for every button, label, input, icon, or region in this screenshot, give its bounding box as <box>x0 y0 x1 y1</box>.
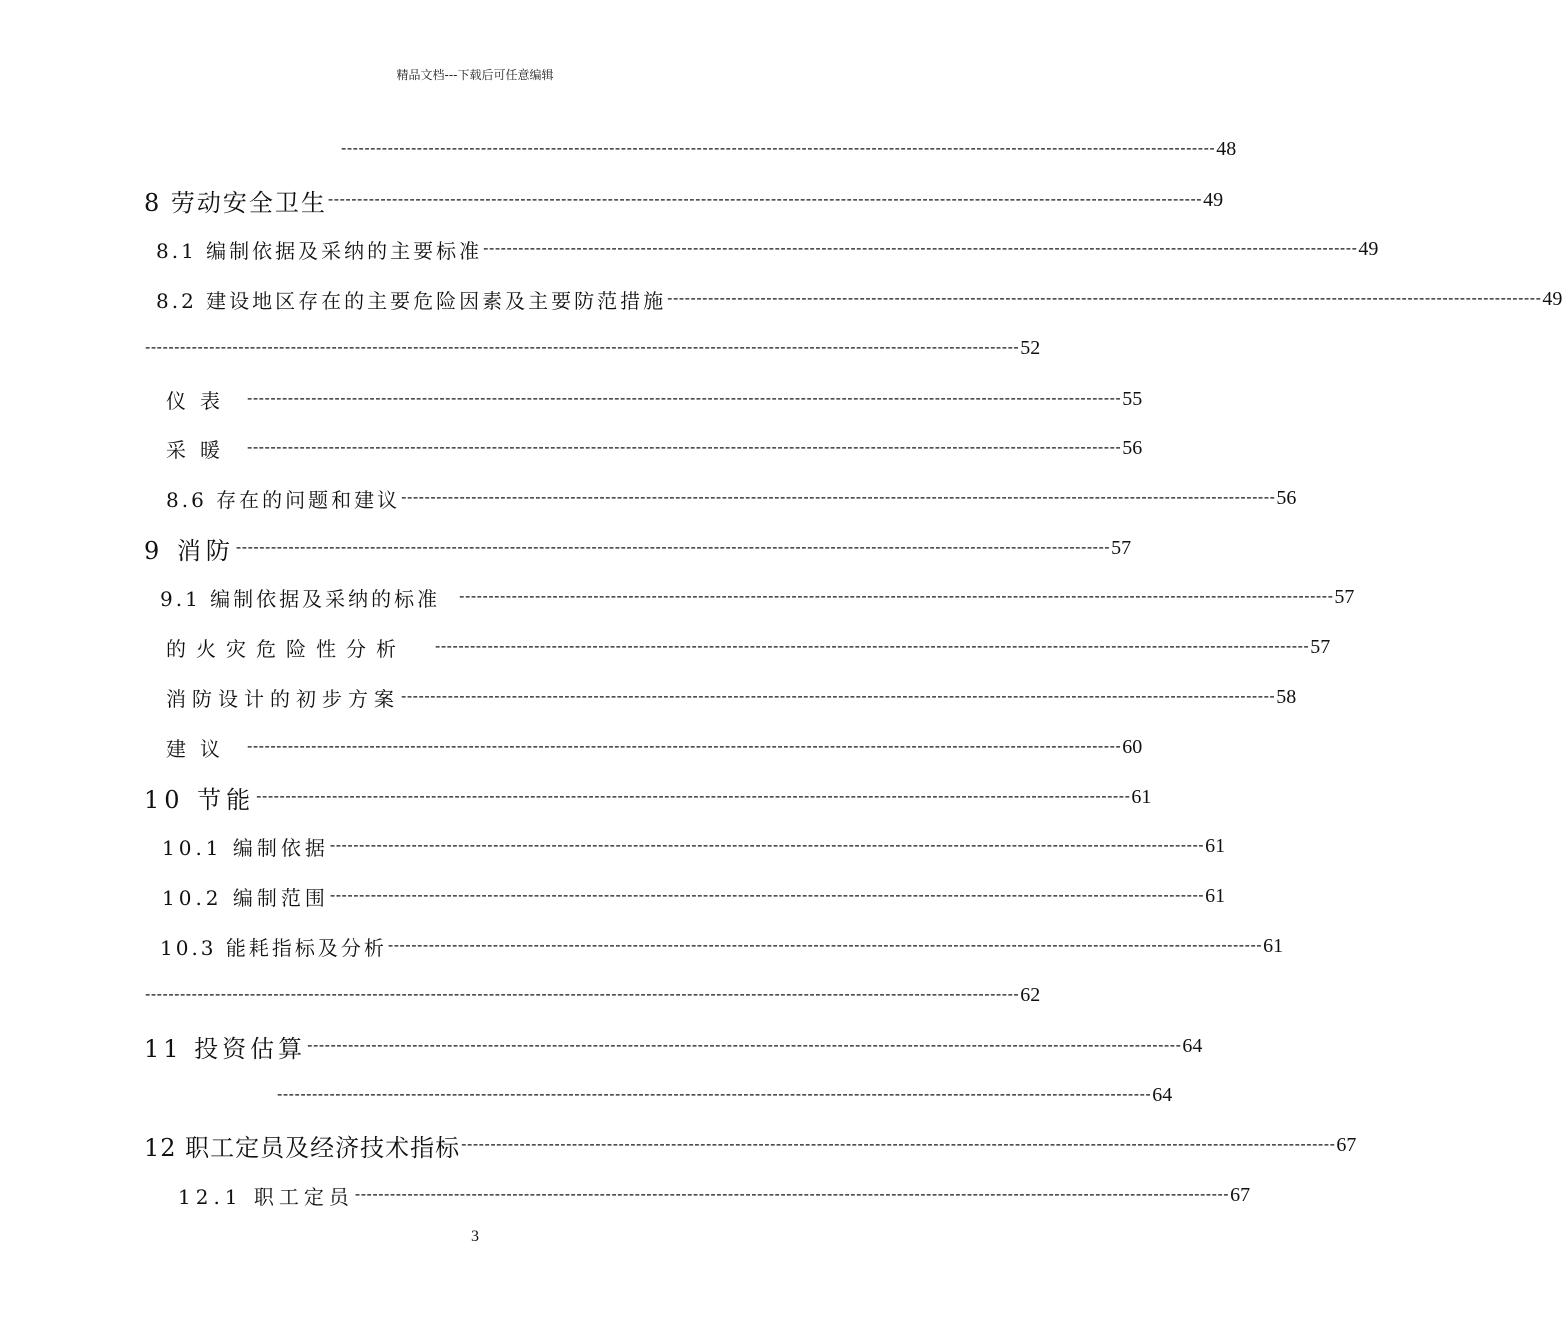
toc-label: 9 消防 <box>144 536 235 565</box>
leader-dots: ------------------------------------------------------------------------------------------------------------------------------------------------------ <box>387 937 1263 954</box>
leader-dots: ------------------------------------------------------------------------------------------------------------------------------------------------------ <box>341 140 1216 157</box>
toc-entry[interactable] <box>162 880 1226 912</box>
leader-dots: ------------------------------------------------------------------------------------------------------------------------------------------------------ <box>461 1136 1336 1153</box>
toc-entry[interactable] <box>160 581 1355 613</box>
toc-entry[interactable] <box>166 731 1143 763</box>
page-ref: 57 <box>1310 635 1331 658</box>
toc-label: 9.1 编制依据及采纳的标准 <box>160 586 441 611</box>
leader-dots: ------------------------------------------------------------------------------------------------------------------------------------------------------ <box>247 439 1122 456</box>
toc-entry[interactable] <box>156 283 1562 315</box>
page-ref: 49 <box>1542 287 1562 310</box>
leader-dots: ------------------------------------------------------------------------------------------------------------------------------------------------------ <box>329 887 1205 904</box>
leader-dots: ------------------------------------------------------------------------------------------------------------------------------------------------------ <box>667 290 1542 307</box>
toc-label: 采暖 <box>166 437 234 462</box>
toc-entry[interactable] <box>178 1179 1251 1211</box>
toc-label: 10 节能 <box>144 785 256 814</box>
toc-label: 的火灾危险性分析 <box>166 636 406 661</box>
toc-label: 12.1 职工定员 <box>178 1184 354 1209</box>
toc-entry[interactable] <box>166 631 1331 663</box>
toc-label: 10.1 编制依据 <box>162 835 329 860</box>
leader-dots: ------------------------------------------------------------------------------------------------------------------------------------------------------ <box>145 339 1020 356</box>
toc-label: 10.3 能耗指标及分析 <box>160 935 387 960</box>
leader-dots: ------------------------------------------------------------------------------------------------------------------------------------------------------ <box>247 738 1122 755</box>
toc-label: 11 投资估算 <box>144 1034 307 1063</box>
page-ref: 55 <box>1122 387 1143 410</box>
page-ref: 61 <box>1205 834 1226 857</box>
toc-label: 建议 <box>166 736 234 761</box>
toc-entry[interactable] <box>156 233 1379 265</box>
toc-label: 8.1 编制依据及采纳的主要标准 <box>156 238 483 263</box>
page-ref: 61 <box>1263 934 1284 957</box>
leader-dots: ------------------------------------------------------------------------------------------------------------------------------------------------------ <box>329 837 1205 854</box>
toc-entry[interactable] <box>166 383 1143 415</box>
page-ref: 64 <box>1182 1034 1203 1057</box>
toc-label: 消防设计的初步方案 <box>166 686 400 711</box>
page-ref: 60 <box>1122 735 1143 758</box>
toc-label: 10.2 编制范围 <box>162 885 329 910</box>
page-ref: 52 <box>1020 336 1041 359</box>
leader-dots: ------------------------------------------------------------------------------------------------------------------------------------------------------ <box>145 986 1020 1003</box>
toc-entry[interactable] <box>166 432 1143 464</box>
toc-entry[interactable] <box>166 681 1297 713</box>
page-ref: 57 <box>1111 536 1132 559</box>
leader-dots: ------------------------------------------------------------------------------------------------------------------------------------------------------ <box>277 1086 1152 1103</box>
leader-dots: ------------------------------------------------------------------------------------------------------------------------------------------------------ <box>435 638 1310 655</box>
leader-dots: ------------------------------------------------------------------------------------------------------------------------------------------------------ <box>247 390 1122 407</box>
leader-dots: ------------------------------------------------------------------------------------------------------------------------------------------------------ <box>256 788 1131 805</box>
page-ref: 64 <box>1152 1083 1173 1106</box>
leader-dots: ------------------------------------------------------------------------------------------------------------------------------------------------------ <box>307 1037 1182 1054</box>
toc-label: 12 职工定员及经济技术指标 <box>144 1133 461 1162</box>
toc-entry[interactable] <box>144 1128 1357 1162</box>
leader-dots: ------------------------------------------------------------------------------------------------------------------------------------------------------ <box>235 539 1111 556</box>
toc-entry[interactable] <box>144 1029 1203 1063</box>
toc-label: 仪表 <box>166 388 234 413</box>
toc-entry[interactable] <box>144 333 1041 363</box>
page-ref: 67 <box>1336 1133 1357 1156</box>
toc-entry[interactable] <box>162 830 1226 862</box>
page-ref: 49 <box>1203 188 1224 211</box>
page-ref: 67 <box>1230 1183 1251 1206</box>
page-ref: 56 <box>1122 436 1143 459</box>
page-ref: 57 <box>1334 585 1355 608</box>
leader-dots: ------------------------------------------------------------------------------------------------------------------------------------------------------ <box>401 489 1276 506</box>
toc-entry[interactable] <box>340 134 1237 164</box>
leader-dots: ------------------------------------------------------------------------------------------------------------------------------------------------------ <box>401 688 1276 705</box>
page-ref: 61 <box>1205 884 1226 907</box>
toc-entry[interactable] <box>276 1080 1173 1110</box>
toc-label: 8.6 存在的问题和建议 <box>166 487 401 512</box>
leader-dots: ------------------------------------------------------------------------------------------------------------------------------------------------------ <box>327 191 1203 208</box>
toc-entry[interactable] <box>144 780 1152 814</box>
toc-label: 8.2 建设地区存在的主要危险因素及主要防范措施 <box>156 288 667 313</box>
toc-entry[interactable] <box>160 930 1284 962</box>
page-ref: 58 <box>1276 685 1297 708</box>
page-number: 3 <box>471 1228 479 1245</box>
page-ref: 61 <box>1131 785 1152 808</box>
leader-dots: ------------------------------------------------------------------------------------------------------------------------------------------------------ <box>459 588 1334 605</box>
toc-entry[interactable] <box>144 980 1041 1010</box>
page-ref: 49 <box>1358 237 1379 260</box>
page-header: 精品文档---下载后可任意编辑 <box>396 68 554 82</box>
page-ref: 56 <box>1276 486 1297 509</box>
page-ref: 48 <box>1216 137 1237 160</box>
toc-label: 8 劳动安全卫生 <box>144 188 327 217</box>
leader-dots: ------------------------------------------------------------------------------------------------------------------------------------------------------ <box>354 1186 1230 1203</box>
toc-entry[interactable] <box>166 482 1297 514</box>
leader-dots: ------------------------------------------------------------------------------------------------------------------------------------------------------ <box>483 240 1358 257</box>
page-ref: 62 <box>1020 983 1041 1006</box>
toc-entry[interactable] <box>144 531 1132 565</box>
toc-entry[interactable] <box>144 183 1224 217</box>
